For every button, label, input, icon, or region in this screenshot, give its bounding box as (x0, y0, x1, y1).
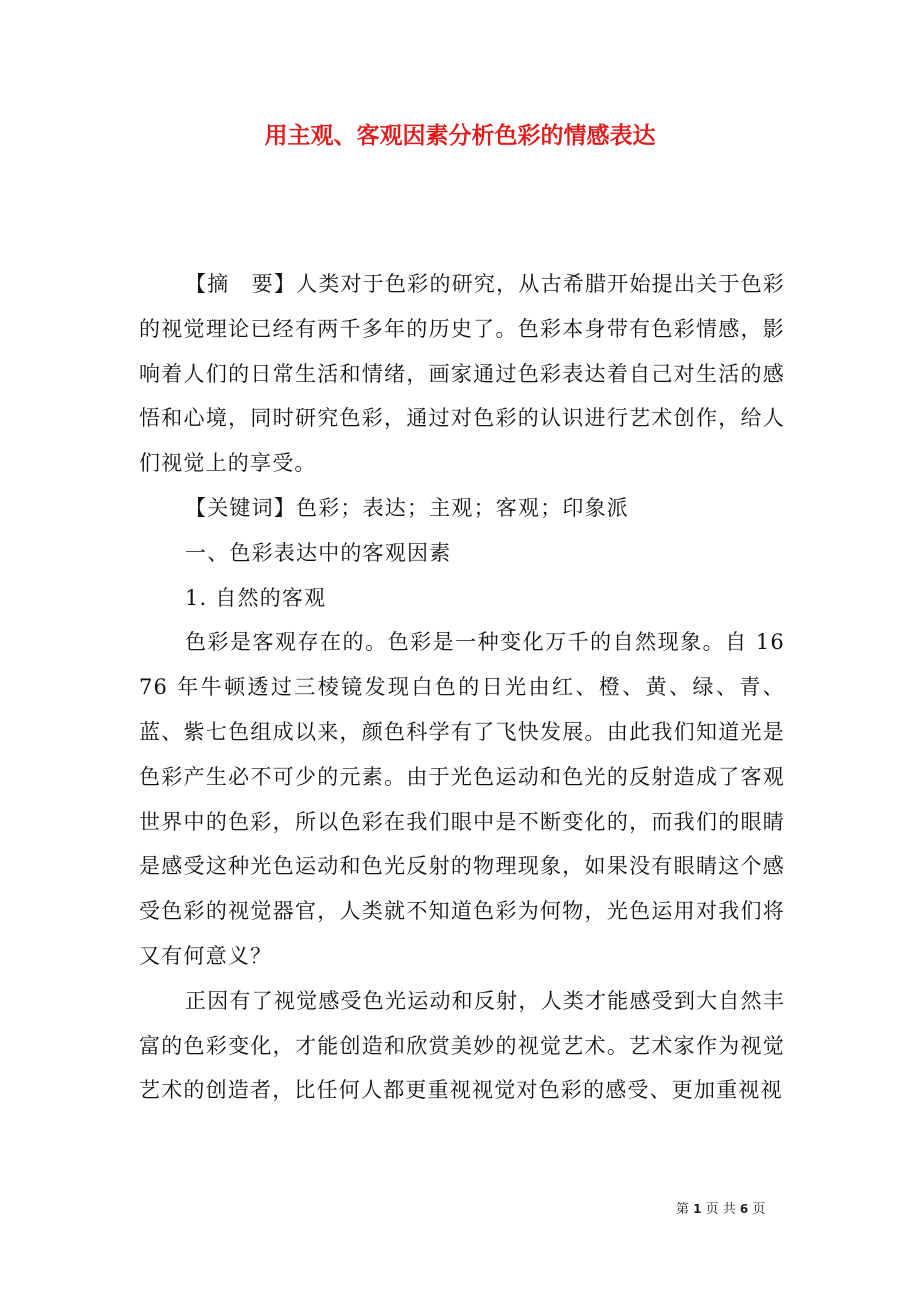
document-body (139, 262, 785, 1113)
footer-suffix: 页 (748, 1202, 766, 1217)
total-pages-number: 6 (739, 1202, 749, 1216)
subsection-heading: 1. 自然的客观 (185, 585, 327, 610)
body-paragraph: 色彩是客观存在的。色彩是一种变化万千的自然现象。自 1676 年牛顿透过三棱镜发现白色的日光由红、橙、黄、绿、青、蓝、紫七色组成以来，颜色科学有了飞快发展。由此我们知道光是色彩产生必不可少的元素。由于光色运动和色光的反射造成了客观世界中的色彩，所以色彩在我们眼中是不断变化的，而我们的眼睛是感受这种光色运动和色光反射的物理现象，如果没有眼睛这个感受色彩的视觉器官，人类就不知道色彩为何物，光色运用对我们将又有何意义？ (139, 630, 785, 968)
page-footer (676, 1200, 765, 1219)
section-heading: 一、色彩表达中的客观因素 (185, 540, 452, 565)
document-title: 用主观、客观因素分析色彩的情感表达 (264, 122, 656, 149)
abstract-paragraph: 【摘 要】人类对于色彩的研究，从古希腊开始提出关于色彩的视觉理论已经有两千多年的历史了。色彩本身带有色彩情感，影响着人们的日常生活和情绪，画家通过色彩表达着自己对生活的感悟和心境，同时研究色彩，通过对色彩的认识进行艺术创作，给人们视觉上的享受。 (139, 272, 785, 476)
keywords-paragraph: 【关键词】色彩；表达；主观；客观；印象派 (185, 495, 629, 520)
current-page-number: 1 (693, 1202, 702, 1216)
footer-middle: 页 共 (701, 1202, 740, 1217)
body-paragraph: 正因有了视觉感受色光运动和反射，人类才能感受到大自然丰富的色彩变化，才能创造和欣赏美妙的视觉艺术。艺术家作为视觉艺术的创造者，比任何人都更重视视觉对色彩的感受、更加重视视 (139, 988, 785, 1103)
footer-prefix: 第 (676, 1202, 694, 1217)
